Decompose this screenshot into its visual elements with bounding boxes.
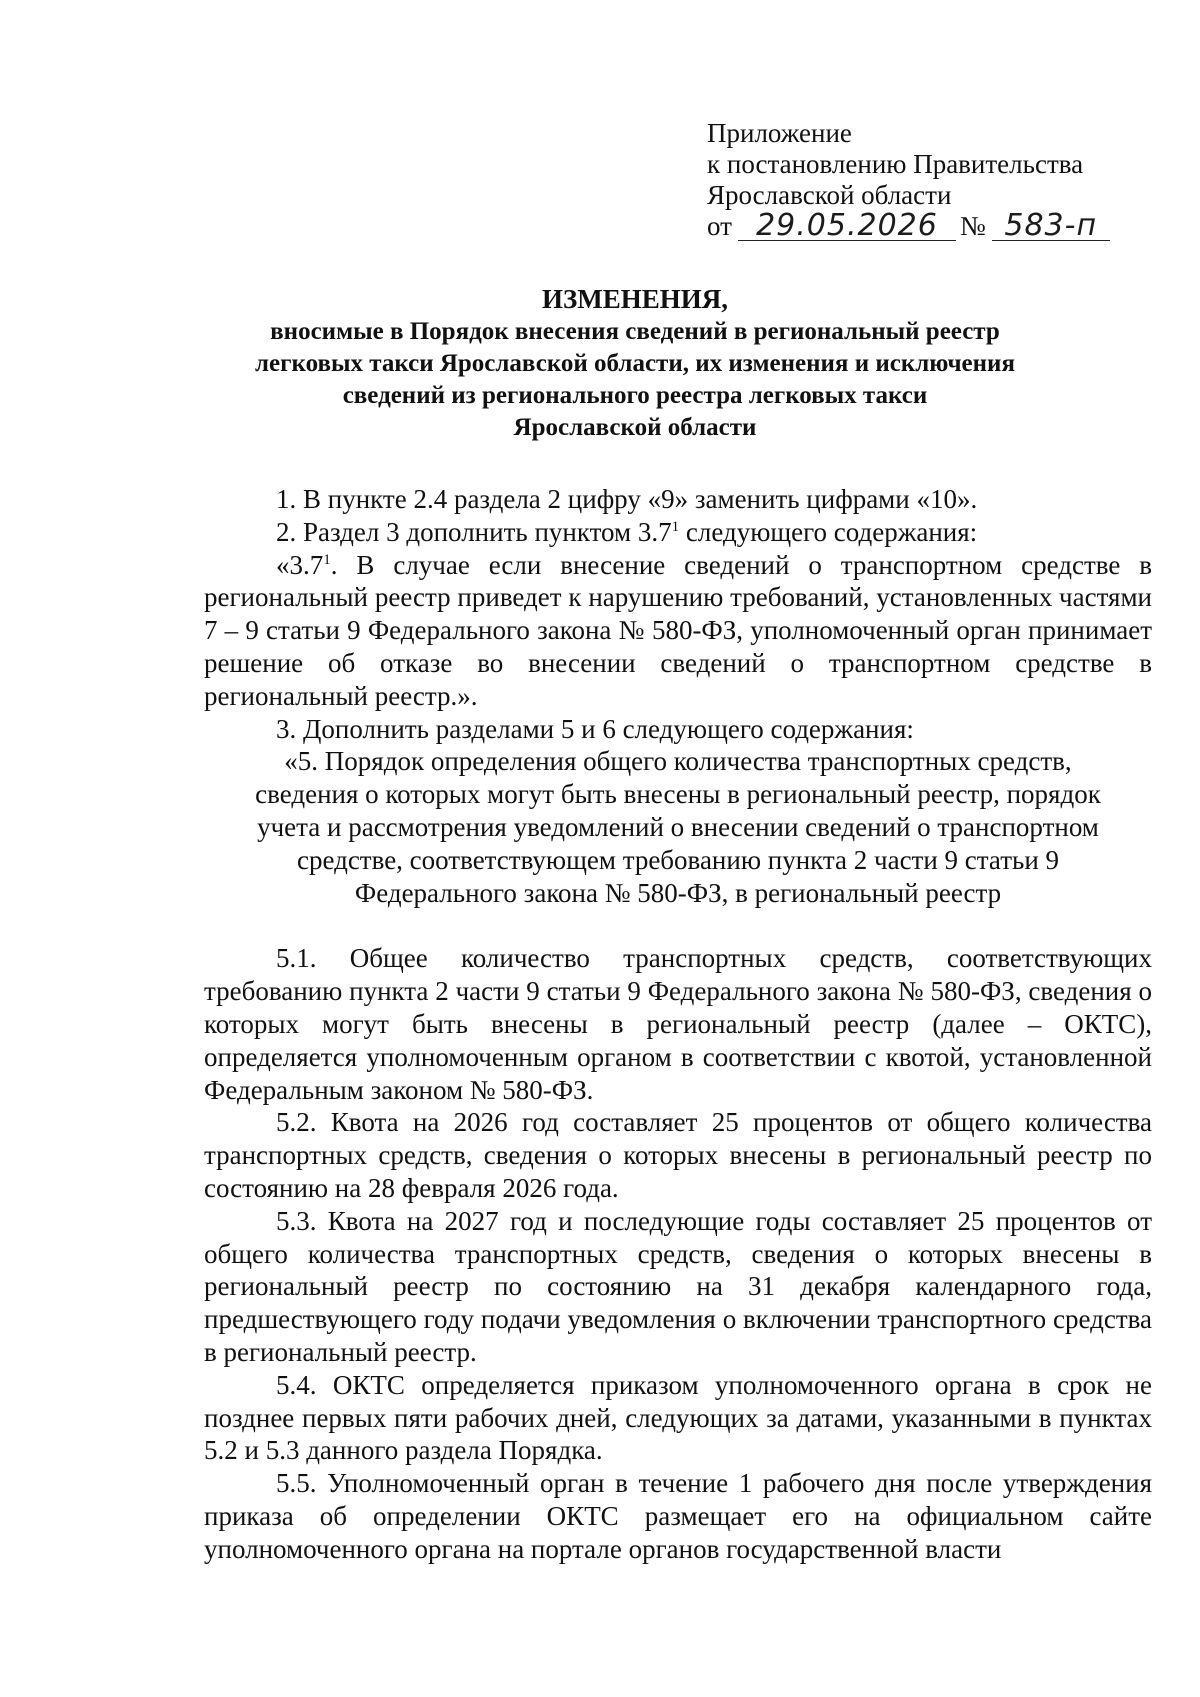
paragraph-3-text-a: «3.7	[276, 549, 324, 580]
from-label: от	[707, 211, 732, 241]
handwritten-date: 29.05.2026	[738, 212, 956, 241]
heading-subtitle-line-1: вносимые в Порядок внесения сведений в региональный реестр	[270, 318, 1000, 345]
appendix-line-1: Приложение	[707, 118, 852, 148]
paragraph-5-4: 5.4. ОКТС определяется приказом уполномоченного органа в срок не позднее первых пяти рабочих дней, следующих за датами, указанными в пунктах 5.2 и 5.3 данного раздела Порядка.	[204, 1369, 1152, 1466]
document-body	[204, 483, 1152, 1566]
section-5-title-line-2: сведения о которых могут быть внесены в региональный реестр, порядок	[255, 779, 1101, 810]
paragraph-2-text-a: 2. Раздел 3 дополнить пунктом 3.7	[276, 516, 672, 547]
document-heading	[200, 282, 1070, 444]
paragraph-3-superscript: 1	[323, 551, 331, 568]
number-label: №	[959, 211, 986, 241]
appendix-date-number-line	[707, 208, 1147, 243]
handwritten-number: 583-п	[992, 212, 1110, 241]
paragraph-5-2: 5.2. Квота на 2026 год составляет 25 процентов от общего количества транспортных средств, сведения о которых внесены в региональный реестр по состоянию на 28 февраля 2026 года.	[204, 1107, 1152, 1203]
paragraph-2-text-b: следующего содержания:	[679, 516, 978, 547]
paragraph-1: 1. В пункте 2.4 раздела 2 цифру «9» заменить цифрами «10».	[276, 484, 978, 514]
appendix-line-2: к постановлению Правительства	[707, 149, 1084, 179]
heading-subtitle-line-2: легковых такси Ярославской области, их изменения и исключения	[255, 350, 1015, 377]
heading-subtitle-line-3: сведений из регионального реестра легковых такси	[342, 382, 928, 409]
heading-subtitle-line-4: Ярославской области	[513, 414, 757, 441]
heading-title: ИЗМЕНЕНИЯ,	[541, 284, 728, 314]
section-5-title-line-5: Федерального закона № 580-ФЗ, в региональный реестр	[354, 877, 1002, 908]
paragraph-5-5: 5.5. Уполномоченный орган в течение 1 рабочего дня после утверждения приказа об определении ОКТС размещает его на официальном сайте уполномоченного органа на портале органов государственной власти	[204, 1468, 1152, 1564]
paragraph-3-quoted-point	[204, 549, 1152, 713]
section-5-title-line-1: «5. Порядок определения общего количества транспортных средств,	[284, 746, 1072, 777]
paragraph-2	[204, 516, 1152, 549]
section-5-title	[204, 745, 1152, 909]
paragraph-3-text-b: . В случае если внесение сведений о транспортном средстве в региональный реестр приведет к нарушению требований, установленных частями 7 – 9 статьи 9 Федерального закона № 580-ФЗ, уполномоченный орган принимает решение об отказе во внесении сведений о транспортном средстве в региональный реестр.».	[204, 549, 1152, 711]
appendix-line-3: Ярославской области	[707, 180, 952, 210]
paragraph-5-3: 5.3. Квота на 2027 год и последующие годы составляет 25 процентов от общего количества транспортных средств, сведения о которых внесены в региональный реестр по состоянию на 31 декабря календарного года, предшествующего году подачи уведомления о включении транспортного средства в региональный реестр.	[204, 1205, 1152, 1367]
appendix-block	[707, 118, 1147, 242]
paragraph-5-1: 5.1. Общее количество транспортных средств, соответствующих требованию пункта 2 части 9 статьи 9 Федерального закона № 580-ФЗ, сведения о которых могут быть внесены в региональный реестр (далее – ОКТС), определяется уполномоченным органом в соответствии с квотой, установленной Федеральным законом № 580-ФЗ.	[204, 943, 1152, 1105]
section-5-title-line-4: средстве, соответствующем требованию пункта 2 части 9 статьи 9	[296, 844, 1060, 875]
paragraph-2-superscript: 1	[671, 518, 680, 535]
section-5-title-line-3: учета и рассмотрения уведомлений о внесении сведений о транспортном	[257, 811, 1099, 842]
paragraph-4: 3. Дополнить разделами 5 и 6 следующего содержания:	[276, 713, 914, 744]
